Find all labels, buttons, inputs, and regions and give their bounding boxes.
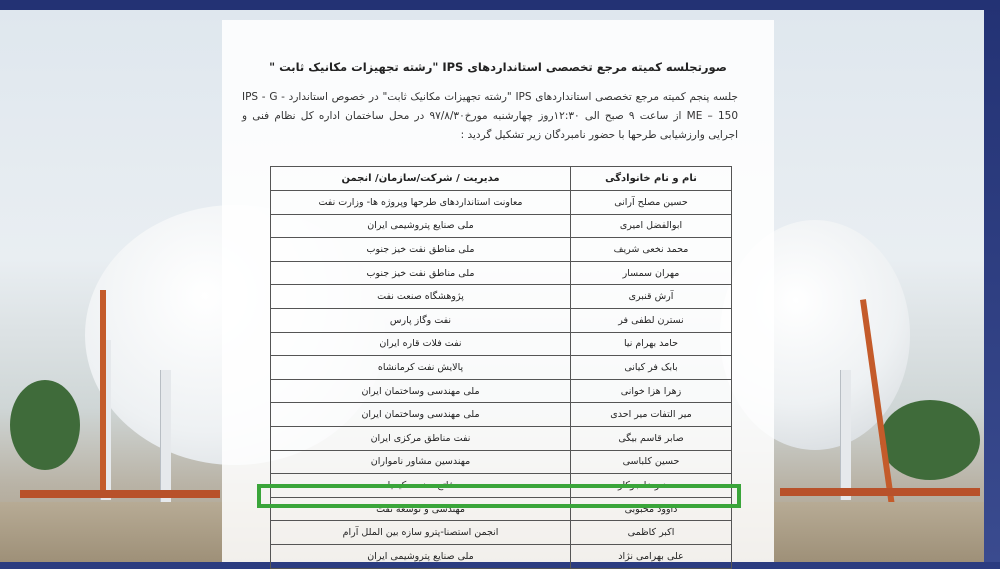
pipeline	[780, 488, 980, 496]
cell-organization: ملی مناطق نفت خیز جنوب	[271, 238, 571, 262]
cell-organization: ملی مهندسی وساختمان ایران	[271, 403, 571, 427]
table-row	[271, 285, 732, 309]
table-header-row	[271, 167, 732, 191]
table-row	[271, 308, 732, 332]
document-panel	[222, 20, 774, 562]
cell-name: صابر قاسم بیگی	[571, 426, 732, 450]
cell-organization: پژوهشگاه صنعت نفت	[271, 285, 571, 309]
cell-name: نسترن لطفی فر	[571, 308, 732, 332]
table-row	[271, 379, 732, 403]
table-row	[271, 261, 732, 285]
table-row	[271, 214, 732, 238]
cell-name: حسین مصلح آرانی	[571, 191, 732, 215]
table-row	[271, 426, 732, 450]
cell-organization: ملی صنایع پتروشیمی ایران	[271, 544, 571, 568]
cell-name: ابوالفضل امیری	[571, 214, 732, 238]
cell-organization: نفت فلات قاره ایران	[271, 332, 571, 356]
cell-organization: پالایش نفت کرمانشاه	[271, 356, 571, 380]
table-row	[271, 356, 732, 380]
cell-organization: ملی مهندسی وساختمان ایران	[271, 379, 571, 403]
cell-name: داوود محبوبی	[571, 497, 732, 521]
document-paragraph: جلسه پنجم کمیته مرجع تخصصی استانداردهای IPS "رشته تجهیزات مکانیک ثابت" در خصوص استاندارد IPS - G - ME – 150 از ساعت ۹ صبح الی ۱۲:۳۰روز چهارشنبه مورخ۹۷/۸/۳۰ در محل ساختمان اداره کل نظام فنی و اجرایی وارزشیابی طرحها با حضور نامبردگان زیر تشکیل گردید :	[242, 91, 739, 141]
cell-organization: ملی صنایع پتروشیمی ایران	[271, 214, 571, 238]
pipeline	[20, 490, 220, 498]
cell-name: بابک فر کیانی	[571, 356, 732, 380]
cell-name: زهرا هزا خوانی	[571, 379, 732, 403]
tree-left	[10, 380, 80, 470]
document-title: صورتجلسه کمیته مرجع تخصصی استانداردهای IPS "رشته تجهیزات مکانیک ثابت "	[269, 60, 727, 74]
table-row	[271, 332, 732, 356]
column-header-name: نام و نام خانوادگی	[571, 167, 732, 191]
cell-name: محمد نخعی شریف	[571, 238, 732, 262]
tree-right	[880, 400, 980, 480]
cell-organization: ملی مناطق نفت خیز جنوب	[271, 261, 571, 285]
cell-organization: فاتح صنعت کیمیا	[271, 474, 571, 498]
table-row	[271, 544, 732, 568]
cell-name: علی بهرامی نژاد	[571, 544, 732, 568]
top-frame-bar	[0, 0, 1000, 10]
table-row	[271, 191, 732, 215]
cell-name: حسین کلباسی	[571, 450, 732, 474]
cell-organization: معاونت استانداردهای طرحها وپروژه ها- وزارت نفت	[271, 191, 571, 215]
cell-organization: انجمن استصنا-پترو سازه بین الملل آرام	[271, 521, 571, 545]
table-row	[271, 450, 732, 474]
cell-name: اکبر کاظمی	[571, 521, 732, 545]
attendees-table	[270, 166, 732, 569]
table-row	[271, 238, 732, 262]
cell-organization: مهندسی و توسعه نفت	[271, 497, 571, 521]
sphere-leg	[840, 370, 851, 500]
cell-name: محمد رضا جوکار	[571, 474, 732, 498]
cell-organization: نفت مناطق مرکزی ایران	[271, 426, 571, 450]
table-body	[271, 191, 732, 569]
cell-name: میر التفات میر احدی	[571, 403, 732, 427]
cell-name: آرش قنبری	[571, 285, 732, 309]
sphere-leg	[160, 370, 171, 510]
sphere-stairs	[100, 290, 106, 490]
row-highlight-box	[257, 484, 741, 508]
cell-name: مهران سمسار	[571, 261, 732, 285]
column-header-organization: مدیریت / شرکت/سازمان/ انجمن	[271, 167, 571, 191]
table-row-highlighted	[271, 521, 732, 545]
cell-name: حامد بهرام نیا	[571, 332, 732, 356]
right-frame-bar	[984, 0, 1000, 562]
table-row	[271, 403, 732, 427]
cell-organization: مهندسین مشاور نامواران	[271, 450, 571, 474]
cell-organization: نفت وگاز پارس	[271, 308, 571, 332]
